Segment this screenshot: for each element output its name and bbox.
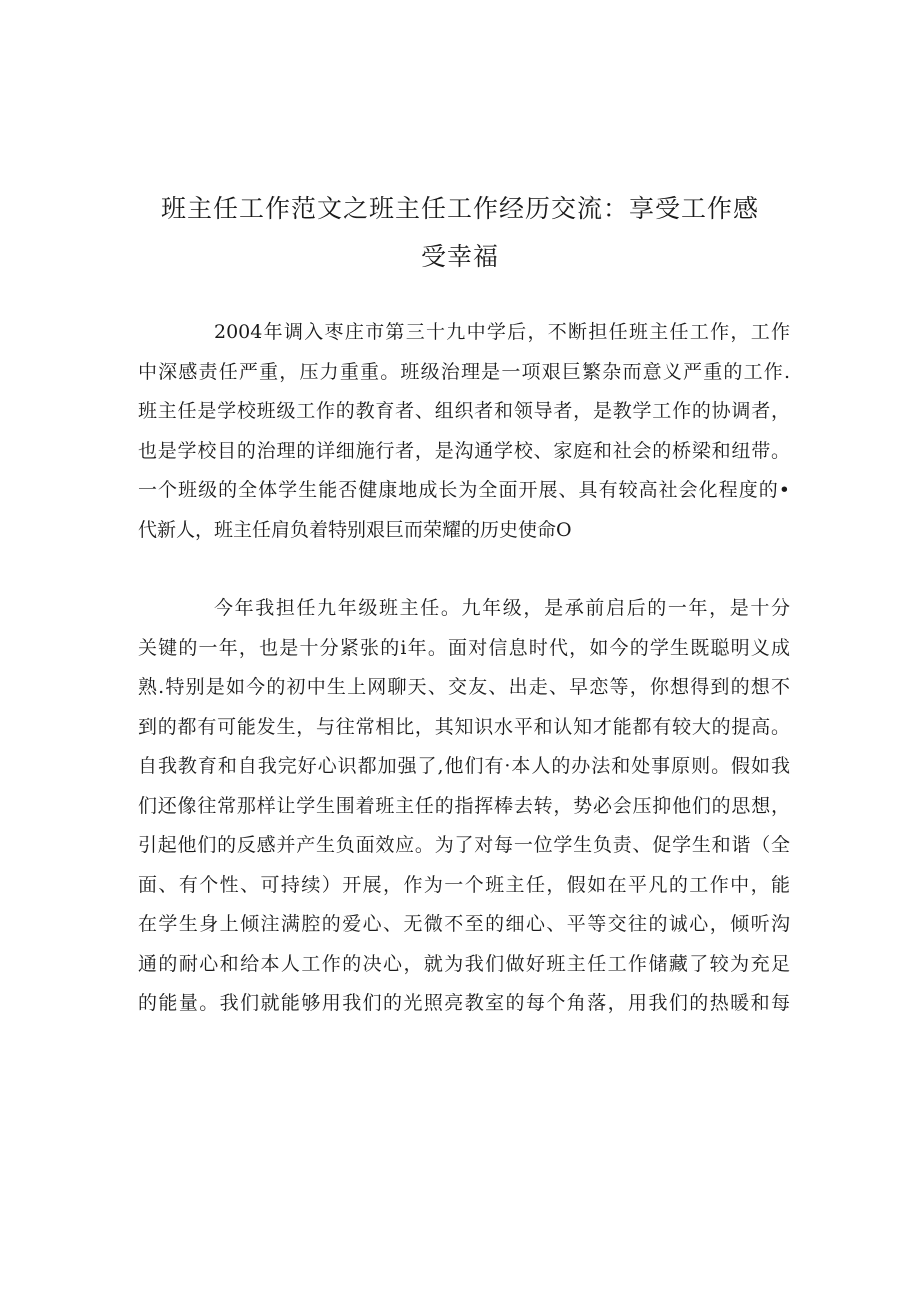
text-line: 中深感责任严重，压力重重。班级治理是一项艰巨繁杂而意义严重的工作.: [138, 360, 790, 383]
text-line: 2004年调入枣庄市第三十九中学后，不断担任班主任工作，工作: [214, 321, 790, 343]
text-line: 们还像往常那样让学生围着班主任的指挥棒去转，势必会压抑他们的思想，: [138, 794, 790, 817]
text-line: 一个班级的全体学生能否健康地成长为全面开展、具有较高社会化程度的•: [138, 479, 790, 501]
text-line: 代新人，班主任肩负着特别艰巨而荣耀的历史使命O: [138, 518, 572, 541]
text-line: 熟.特别是如今的初中生上网聊天、交友、出走、早恋等，你想得到的想不: [138, 676, 790, 698]
title-line-1: 班主任工作范文之班主任工作经历交流：享受工作感: [160, 194, 759, 223]
text-line: 班主任是学校班级工作的教育者、组织者和领导者，是教学工作的协调者，: [138, 400, 790, 422]
text-line: 也是学校目的治理的详细施行者，是沟通学校、家庭和社会的桥梁和纽带。: [138, 439, 790, 462]
text-line: 的能量。我们就能够用我们的光照亮教室的每个角落，用我们的热暖和每: [138, 992, 790, 1014]
text-line: 引起他们的反感并产生负面效应。为了对每一位学生负责、促学生和谐（全: [138, 834, 790, 856]
text-line: 面、有个性、可持续）开展，作为一个班主任，假如在平凡的工作中，能: [138, 873, 790, 896]
text-line: 自我教育和自我完好心识都加强了,他们有·本人的办法和处事原则。假如我: [138, 755, 790, 777]
document-title: [120, 185, 800, 281]
paragraph-1: [138, 313, 790, 550]
text-line: 到的都有可能发生，与往常相比，其知识水平和认知才能都有较大的提高。: [138, 715, 790, 738]
text-line: 通的耐心和给本人工作的决心，就为我们做好班主任工作储藏了较为充足: [138, 952, 790, 975]
text-line: 在学生身上倾注满腔的爱心、无微不至的细心、平等交往的诚心，倾听沟: [138, 913, 790, 935]
title-line-2: 受幸福: [420, 242, 499, 271]
text-line: 今年我担任九年级班主任。九年级，是承前启后的一年，是十分: [214, 597, 790, 619]
text-line: 关键的一年，也是十分紧张的i年。面对信息时代，如今的学生既聪明义成: [138, 636, 790, 659]
paragraph-2: [138, 589, 790, 1024]
